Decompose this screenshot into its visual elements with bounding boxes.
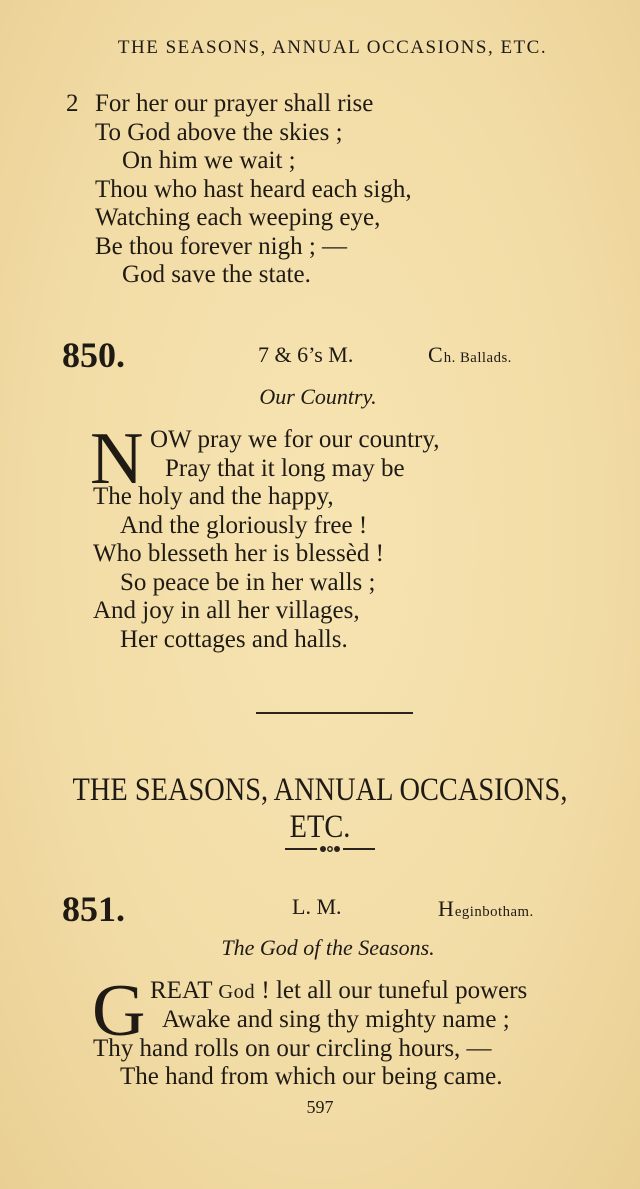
ornament-divider	[285, 842, 375, 856]
verse-line: And joy in all her villages,	[93, 597, 360, 624]
verse-line: The hand from which our being came.	[120, 1063, 503, 1090]
section-heading: THE SEASONS, ANNUAL OCCASIONS, ETC.	[72, 772, 568, 845]
verse-line: Be thou forever nigh ; —	[95, 233, 348, 260]
author-rest: eginbotham.	[454, 904, 534, 920]
hymn-number: 850.	[62, 335, 125, 375]
verse-line: And the gloriously free !	[120, 512, 368, 539]
hymn-number: 851.	[62, 889, 125, 929]
hymn-meter: L. M.	[292, 894, 342, 919]
verse-text: REAT	[150, 977, 219, 1004]
hymn-author	[428, 342, 512, 368]
verse-line: God save the state.	[122, 261, 311, 288]
verse-text-god: God	[218, 981, 256, 1003]
verse-text: ! let all our tuneful powers	[255, 977, 528, 1004]
verse-line: So peace be in her walls ;	[120, 569, 376, 596]
author-rest: h. Ballads.	[443, 350, 512, 366]
hymn-author	[438, 896, 534, 922]
verse-line: Pray that it long may be	[165, 455, 405, 482]
running-header: THE SEASONS, ANNUAL OCCASIONS, ETC.	[117, 37, 548, 58]
verse-line: Thy hand rolls on our circling hours, —	[93, 1035, 492, 1062]
hymn-title: The God of the Seasons.	[221, 935, 435, 960]
verse-line: Thou who hast heard each sigh,	[95, 176, 412, 203]
verse-line: The holy and the happy,	[93, 483, 334, 510]
verse-line: Watching each weeping eye,	[95, 204, 381, 231]
verse-line	[150, 977, 527, 1005]
hymn-title: Our Country.	[259, 384, 377, 409]
drop-cap: N	[90, 418, 144, 500]
author-initial: H	[438, 896, 455, 921]
section-divider	[256, 712, 413, 714]
verse-line: Her cottages and halls.	[120, 626, 348, 653]
drop-cap: G	[92, 970, 146, 1052]
verse-line: For her our prayer shall rise	[95, 90, 374, 117]
verse-line: On him we wait ;	[122, 147, 296, 174]
verse-line: To God above the skies ;	[95, 119, 343, 146]
verse-line: OW pray we for our country,	[150, 426, 440, 453]
stanza-number: 2	[66, 90, 79, 117]
author-initial: C	[428, 342, 444, 367]
verse-line: Awake and sing thy mighty name ;	[162, 1006, 510, 1033]
page-number: 597	[306, 1097, 334, 1117]
verse-line: Who blesseth her is blessèd !	[93, 540, 384, 567]
hymn-meter: 7 & 6’s M.	[258, 342, 354, 367]
